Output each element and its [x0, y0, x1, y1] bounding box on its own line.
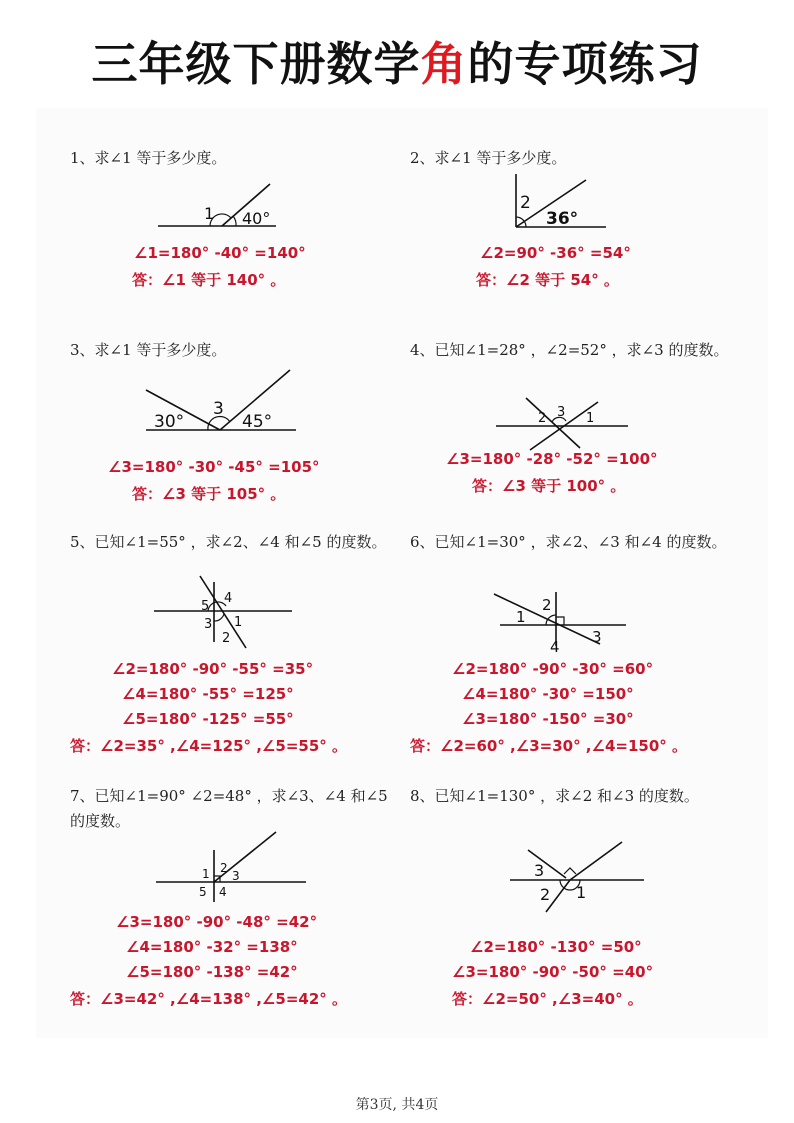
solution-line: ∠2=180° -90° -55° =35°	[112, 660, 314, 678]
angle-label: 30°	[154, 412, 185, 432]
question-text: 4、已知∠1=28° ，∠2=52° ，求∠3 的度数。	[410, 341, 729, 359]
solution-line: ∠5=180° -125° =55°	[122, 710, 294, 728]
solution-line: ∠4=180° -32° =138°	[126, 938, 298, 956]
angle-label: 2	[542, 596, 552, 614]
problem-5	[70, 530, 400, 760]
solution-line: ∠4=180° -55° =125°	[122, 685, 294, 703]
angle-label: 45°	[242, 412, 273, 432]
answer-line: 答：∠1 等于 140° 。	[132, 271, 286, 289]
title-highlight: 角	[420, 37, 468, 91]
page-number: 第3页, 共4页	[355, 1097, 439, 1113]
angle-label: 4	[550, 638, 560, 656]
angle-label: 2	[538, 411, 547, 426]
angle-figure	[70, 360, 400, 440]
angle-label: 2	[520, 193, 531, 213]
solution-line: ∠1=180° -40° =140°	[134, 244, 306, 262]
solution-line: ∠3=180° -30° -45° =105°	[108, 458, 320, 476]
title-text-end: 的专项练习	[467, 37, 703, 91]
question-text: 5、已知∠1=55° ，求∠2、∠4 和∠5 的度数。	[70, 533, 387, 551]
solution-line: ∠3=180° -150° =30°	[462, 710, 634, 728]
angle-label: 2	[540, 885, 551, 904]
angle-figure	[410, 826, 740, 906]
angle-label: 3	[204, 617, 213, 632]
angle-label: 3	[534, 861, 545, 880]
angle-label: 1	[204, 204, 215, 223]
answer-line: 答：∠3 等于 100° 。	[472, 477, 626, 495]
angle-figure	[70, 174, 400, 254]
angle-label: 1	[586, 411, 595, 426]
problem-7	[70, 784, 400, 1014]
angle-label: 4	[224, 591, 233, 606]
angle-label: 2	[220, 861, 228, 875]
angle-figure	[410, 164, 740, 244]
angle-figure	[410, 580, 740, 660]
solution-line: ∠2=180° -90° -30° =60°	[452, 660, 654, 678]
angle-figure	[70, 826, 400, 906]
question-text: 6、已知∠1=30° ，求∠2、∠3 和∠4 的度数。	[410, 533, 727, 551]
angle-label: 3	[557, 405, 566, 420]
angle-label: 3	[213, 399, 224, 419]
angle-figure	[70, 576, 400, 656]
solution-line: ∠4=180° -30° =150°	[462, 685, 634, 703]
title-text: 三年级下册数学	[91, 37, 421, 91]
answer-line: 答：∠3=42° ,∠4=138° ,∠5=42° 。	[70, 990, 347, 1008]
angle-label: 36°	[546, 209, 579, 229]
problem-6	[410, 530, 740, 760]
solution-line: ∠3=180° -90° -48° =42°	[116, 913, 318, 931]
question-text: 8、已知∠1=130° ，求∠2 和∠3 的度数。	[410, 787, 699, 805]
question-text: 3、求∠1 等于多少度。	[70, 341, 227, 359]
page-title	[0, 28, 794, 94]
answer-line: 答：∠3 等于 105° 。	[132, 485, 286, 503]
angle-label: 1	[576, 883, 587, 902]
question-text: 7、已知∠1=90° ∠2=48° ，求∠3、∠4 和∠5 的度数。	[70, 787, 388, 830]
answer-line: 答：∠2=60° ,∠3=30° ,∠4=150° 。	[410, 737, 687, 755]
solution-line: ∠3=180° -90° -50° =40°	[452, 963, 654, 981]
angle-label: 2	[222, 631, 231, 646]
answer-line: 答：∠2=50° ,∠3=40° 。	[452, 990, 643, 1008]
angle-label: 40°	[242, 209, 271, 228]
worksheet-panel	[36, 108, 768, 1038]
solution-line: ∠2=90° -36° =54°	[480, 244, 631, 262]
answer-line: 答：∠2=35° ,∠4=125° ,∠5=55° 。	[70, 737, 347, 755]
solution-line: ∠2=180° -130° =50°	[470, 938, 642, 956]
angle-label: 1	[202, 867, 210, 881]
angle-label: 1	[234, 615, 243, 630]
angle-label: 4	[219, 885, 227, 899]
angle-label: 1	[516, 608, 526, 626]
question-text: 1、求∠1 等于多少度。	[70, 149, 227, 167]
solution-line: ∠5=180° -138° =42°	[126, 963, 298, 981]
answer-line: 答：∠2 等于 54° 。	[476, 271, 619, 289]
angle-label: 5	[199, 885, 207, 899]
question-text: 2、求∠1 等于多少度。	[410, 149, 567, 167]
angle-label: 5	[201, 599, 210, 614]
angle-label: 3	[592, 628, 602, 646]
angle-label: 3	[232, 869, 240, 883]
solution-line: ∠3=180° -28° -52° =100°	[446, 450, 658, 468]
problem-8	[410, 784, 740, 1014]
